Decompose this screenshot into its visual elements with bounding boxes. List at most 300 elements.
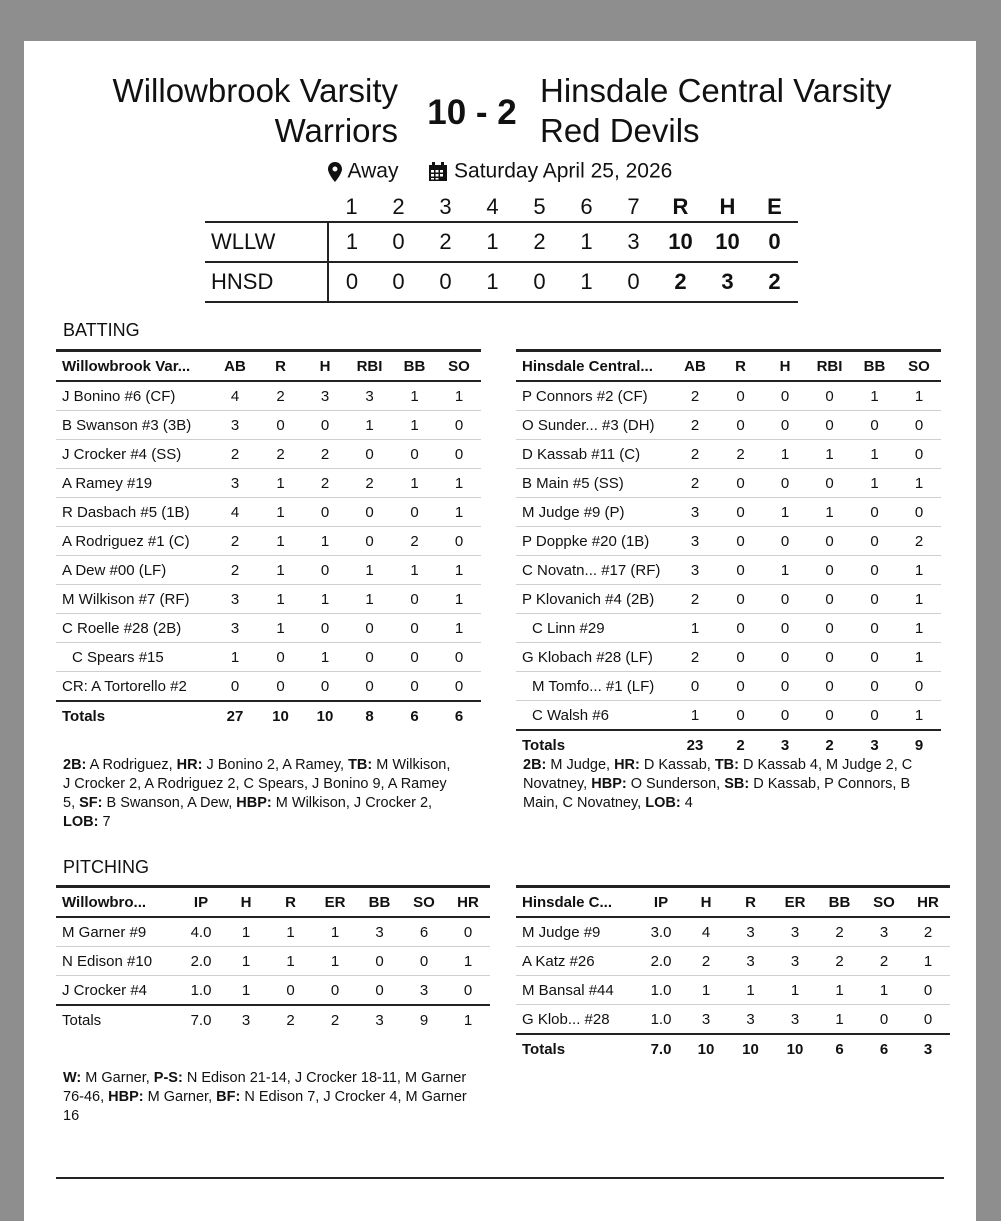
player-name: C Linn #29 bbox=[516, 614, 672, 643]
table-row bbox=[516, 498, 941, 527]
inning-score: 1 bbox=[563, 222, 610, 262]
pitching-table-away bbox=[56, 885, 490, 1034]
game-date: Saturday April 25, 2026 bbox=[454, 159, 673, 183]
stat-cell: 3 bbox=[672, 527, 718, 556]
stat-cell: 1 bbox=[258, 498, 303, 527]
stat-cell: 0 bbox=[763, 381, 807, 411]
stat-cell: 0 bbox=[347, 498, 392, 527]
total-hits: 3 bbox=[704, 262, 751, 302]
note-key: LOB: bbox=[63, 814, 99, 830]
stat-cell: 2 bbox=[212, 527, 258, 556]
note-key: HR: bbox=[614, 757, 640, 773]
note-value: 7 bbox=[98, 814, 111, 830]
total-cell: 2 bbox=[718, 730, 763, 759]
inning-5-header: 5 bbox=[533, 194, 546, 219]
stat-cell: 2 bbox=[718, 440, 763, 469]
stat-cell: 1 bbox=[268, 947, 313, 976]
stat-cell: 3 bbox=[303, 381, 347, 411]
final-score: 10 - 2 bbox=[427, 93, 517, 132]
stat-cell: 3 bbox=[347, 381, 392, 411]
stat-cell: 1 bbox=[763, 556, 807, 585]
stat-column-header: RBI bbox=[347, 351, 392, 382]
stat-cell: 1 bbox=[728, 976, 773, 1005]
inning-score: 0 bbox=[610, 262, 657, 302]
note-value: N Edison 21-14, J Crocker 18-11, M Garner 76-46, bbox=[63, 1070, 467, 1105]
inning-score: 0 bbox=[375, 222, 422, 262]
player-name: M Wilkison #7 (RF) bbox=[56, 585, 212, 614]
note-key: 2B: bbox=[63, 757, 87, 773]
stat-cell: 1 bbox=[392, 469, 437, 498]
note-value: M Wilkison, J Crocker 2, A Rodriguez 2, C Spears, J Bonino 9, A Ramey 5, bbox=[63, 757, 451, 811]
table-row bbox=[56, 672, 481, 702]
errors-header: E bbox=[767, 194, 782, 219]
stat-column-header: IP bbox=[638, 887, 684, 918]
player-name: G Klob... #28 bbox=[516, 1005, 638, 1035]
player-name: R Dasbach #5 (1B) bbox=[56, 498, 212, 527]
stat-cell: 1 bbox=[672, 614, 718, 643]
stat-cell: 0 bbox=[897, 672, 941, 701]
table-row bbox=[56, 498, 481, 527]
stat-cell: 1 bbox=[313, 917, 357, 947]
inning-1-header: 1 bbox=[345, 194, 358, 219]
table-row bbox=[516, 917, 950, 947]
player-name: J Crocker #4 bbox=[56, 976, 178, 1006]
table-header-row bbox=[516, 351, 941, 382]
stat-cell: 1 bbox=[347, 585, 392, 614]
stat-column-header: SO bbox=[897, 351, 941, 382]
stat-cell: 3 bbox=[672, 556, 718, 585]
stat-cell: 0 bbox=[718, 585, 763, 614]
player-name: D Kassab #11 (C) bbox=[516, 440, 672, 469]
note-key: SB: bbox=[724, 776, 750, 792]
total-cell: 3 bbox=[906, 1034, 950, 1063]
stat-cell: 3 bbox=[728, 917, 773, 947]
total-runs: 2 bbox=[657, 262, 704, 302]
stat-cell: 1.0 bbox=[638, 1005, 684, 1035]
stat-cell: 0 bbox=[852, 643, 897, 672]
stat-column-header: R bbox=[728, 887, 773, 918]
total-errors: 2 bbox=[751, 262, 798, 302]
table-row bbox=[516, 585, 941, 614]
batting-section-label: BATTING bbox=[63, 320, 140, 340]
note-value: 4 bbox=[680, 795, 693, 811]
stat-cell: 3 bbox=[402, 976, 446, 1006]
total-cell: 10 bbox=[303, 701, 347, 730]
total-cell: 10 bbox=[728, 1034, 773, 1063]
stat-cell: 0 bbox=[446, 917, 490, 947]
note-key: SF: bbox=[79, 795, 103, 811]
table-row bbox=[516, 947, 950, 976]
table-row bbox=[516, 527, 941, 556]
stat-cell: 1 bbox=[224, 947, 268, 976]
player-name: A Rodriguez #1 (C) bbox=[56, 527, 212, 556]
stat-cell: 1 bbox=[392, 556, 437, 585]
stat-cell: 0 bbox=[763, 701, 807, 731]
player-name: M Judge #9 bbox=[516, 917, 638, 947]
linescore-row-away bbox=[205, 222, 798, 262]
stat-cell: 2 bbox=[897, 527, 941, 556]
stat-cell: 0 bbox=[852, 498, 897, 527]
stat-column-header: H bbox=[303, 351, 347, 382]
stat-cell: 0 bbox=[437, 672, 481, 702]
stat-cell: 1 bbox=[897, 381, 941, 411]
stat-cell: 1 bbox=[763, 498, 807, 527]
inning-score: 0 bbox=[516, 262, 563, 302]
stat-column-header: HR bbox=[906, 887, 950, 918]
stat-cell: 0 bbox=[807, 701, 852, 731]
inning-score: 2 bbox=[516, 222, 563, 262]
team-column-header: Willowbro... bbox=[56, 887, 178, 918]
note-value: A Rodriguez, bbox=[86, 757, 177, 773]
pitching-section-label: PITCHING bbox=[63, 857, 150, 877]
stat-cell: 4.0 bbox=[178, 917, 224, 947]
stat-cell: 1 bbox=[817, 1005, 862, 1035]
player-name: M Judge #9 (P) bbox=[516, 498, 672, 527]
stat-column-header: AB bbox=[672, 351, 718, 382]
stat-cell: 0 bbox=[437, 643, 481, 672]
total-cell: 2 bbox=[268, 1005, 313, 1034]
stat-cell: 0 bbox=[807, 469, 852, 498]
stat-cell: 2 bbox=[258, 440, 303, 469]
stat-cell: 0 bbox=[718, 469, 763, 498]
stat-cell: 2 bbox=[672, 585, 718, 614]
stat-column-header: BB bbox=[852, 351, 897, 382]
stat-cell: 0 bbox=[807, 527, 852, 556]
table-header-row bbox=[516, 887, 950, 918]
stat-cell: 0 bbox=[347, 643, 392, 672]
linescore-table bbox=[205, 193, 798, 303]
stat-cell: 1 bbox=[852, 469, 897, 498]
stat-cell: 0 bbox=[303, 614, 347, 643]
stat-cell: 0 bbox=[763, 411, 807, 440]
stat-cell: 3 bbox=[773, 1005, 817, 1035]
player-name: C Spears #15 bbox=[56, 643, 212, 672]
stat-cell: 0 bbox=[906, 976, 950, 1005]
total-cell: 6 bbox=[437, 701, 481, 730]
stat-cell: 0 bbox=[763, 527, 807, 556]
table-row bbox=[56, 411, 481, 440]
stat-cell: 0 bbox=[718, 614, 763, 643]
calendar-icon bbox=[428, 159, 454, 182]
stat-cell: 1 bbox=[258, 585, 303, 614]
inning-score: 2 bbox=[422, 222, 469, 262]
stat-cell: 0 bbox=[807, 643, 852, 672]
stat-column-header: HR bbox=[446, 887, 490, 918]
bottom-divider bbox=[56, 1177, 944, 1179]
total-errors: 0 bbox=[751, 222, 798, 262]
stat-cell: 3.0 bbox=[638, 917, 684, 947]
table-row bbox=[56, 381, 481, 411]
stat-cell: 3 bbox=[357, 917, 402, 947]
total-hits: 10 bbox=[704, 222, 751, 262]
table-row bbox=[56, 440, 481, 469]
stat-cell: 1 bbox=[817, 976, 862, 1005]
stat-cell: 0 bbox=[718, 643, 763, 672]
table-row bbox=[516, 701, 941, 731]
stat-cell: 0 bbox=[347, 527, 392, 556]
inning-score: 1 bbox=[469, 262, 516, 302]
stat-column-header: SO bbox=[402, 887, 446, 918]
note-value: D Kassab, bbox=[639, 757, 715, 773]
stat-column-header: SO bbox=[437, 351, 481, 382]
totals-label: Totals bbox=[56, 701, 212, 730]
batting-table-away bbox=[56, 349, 481, 730]
stat-cell: 1 bbox=[763, 440, 807, 469]
stat-column-header: H bbox=[684, 887, 728, 918]
stat-cell: 0 bbox=[402, 947, 446, 976]
stat-cell: 0 bbox=[718, 411, 763, 440]
stat-cell: 1 bbox=[347, 556, 392, 585]
stat-cell: 1 bbox=[437, 614, 481, 643]
stat-cell: 0 bbox=[347, 614, 392, 643]
stat-cell: 0 bbox=[347, 672, 392, 702]
stat-column-header: R bbox=[718, 351, 763, 382]
stat-cell: 1 bbox=[303, 643, 347, 672]
stat-cell: 1 bbox=[773, 976, 817, 1005]
note-value: J Bonino 2, A Ramey, bbox=[202, 757, 349, 773]
stat-cell: 0 bbox=[392, 672, 437, 702]
totals-label: Totals bbox=[516, 730, 672, 759]
total-cell: 27 bbox=[212, 701, 258, 730]
player-name: A Katz #26 bbox=[516, 947, 638, 976]
inning-6-header: 6 bbox=[580, 194, 593, 219]
note-key: TB: bbox=[348, 757, 373, 773]
table-header-row bbox=[56, 887, 490, 918]
inning-score: 3 bbox=[610, 222, 657, 262]
stat-cell: 6 bbox=[402, 917, 446, 947]
stat-cell: 1 bbox=[258, 527, 303, 556]
stat-cell: 0 bbox=[313, 976, 357, 1006]
stat-cell: 3 bbox=[773, 917, 817, 947]
stat-cell: 1 bbox=[862, 976, 906, 1005]
home-team-school: Hinsdale Central Varsity bbox=[540, 72, 892, 109]
stat-cell: 1 bbox=[258, 556, 303, 585]
stat-cell: 1 bbox=[897, 643, 941, 672]
note-key: HR: bbox=[176, 757, 203, 773]
stat-cell: 1 bbox=[224, 917, 268, 947]
stat-cell: 2 bbox=[817, 947, 862, 976]
stat-cell: 0 bbox=[763, 643, 807, 672]
stat-cell: 0 bbox=[763, 469, 807, 498]
stat-cell: 0 bbox=[392, 614, 437, 643]
stat-cell: 1 bbox=[807, 440, 852, 469]
stat-cell: 0 bbox=[303, 672, 347, 702]
stat-cell: 2.0 bbox=[638, 947, 684, 976]
player-name: P Doppke #20 (1B) bbox=[516, 527, 672, 556]
stat-cell: 0 bbox=[357, 947, 402, 976]
stat-cell: 0 bbox=[212, 672, 258, 702]
stat-cell: 2 bbox=[684, 947, 728, 976]
note-value: M Judge, bbox=[546, 757, 615, 773]
total-cell: 23 bbox=[672, 730, 718, 759]
note-key: HBP: bbox=[236, 795, 272, 811]
stat-cell: 0 bbox=[258, 672, 303, 702]
stat-cell: 3 bbox=[728, 947, 773, 976]
stat-cell: 3 bbox=[862, 917, 906, 947]
total-cell: 10 bbox=[258, 701, 303, 730]
stat-cell: 1 bbox=[437, 469, 481, 498]
stat-cell: 0 bbox=[852, 527, 897, 556]
stat-cell: 0 bbox=[807, 556, 852, 585]
player-name: J Crocker #4 (SS) bbox=[56, 440, 212, 469]
inning-score: 0 bbox=[422, 262, 469, 302]
table-row bbox=[56, 469, 481, 498]
table-header-row bbox=[56, 351, 481, 382]
batting-table-home bbox=[516, 349, 941, 759]
stat-cell: 0 bbox=[392, 643, 437, 672]
table-row bbox=[516, 381, 941, 411]
stat-cell: 1 bbox=[258, 469, 303, 498]
stat-cell: 0 bbox=[807, 381, 852, 411]
stat-cell: 0 bbox=[897, 411, 941, 440]
pitching-table-home bbox=[516, 885, 950, 1063]
player-name: C Novatn... #17 (RF) bbox=[516, 556, 672, 585]
total-cell: 1 bbox=[446, 1005, 490, 1034]
map-pin-icon bbox=[328, 159, 348, 182]
stat-cell: 1 bbox=[897, 556, 941, 585]
player-name: C Walsh #6 bbox=[516, 701, 672, 731]
team-column-header: Hinsdale Central... bbox=[516, 351, 672, 382]
player-name: G Klobach #28 (LF) bbox=[516, 643, 672, 672]
totals-label: Totals bbox=[516, 1034, 638, 1063]
total-cell: 8 bbox=[347, 701, 392, 730]
stat-cell: 2 bbox=[672, 411, 718, 440]
stat-cell: 0 bbox=[347, 440, 392, 469]
note-value: N Edison 7, J Crocker 4, M Garner 16 bbox=[63, 1089, 467, 1124]
runs-header: R bbox=[672, 194, 689, 219]
player-name: C Roelle #28 (2B) bbox=[56, 614, 212, 643]
totals-row bbox=[516, 730, 941, 759]
table-row bbox=[516, 672, 941, 701]
stat-column-header: BB bbox=[357, 887, 402, 918]
stat-cell: 1.0 bbox=[638, 976, 684, 1005]
player-name: A Dew #00 (LF) bbox=[56, 556, 212, 585]
total-cell: 10 bbox=[773, 1034, 817, 1063]
stat-cell: 2.0 bbox=[178, 947, 224, 976]
table-row bbox=[516, 643, 941, 672]
stat-cell: 1 bbox=[446, 947, 490, 976]
stat-column-header: IP bbox=[178, 887, 224, 918]
note-value: D Kassab 4, M Judge 2, C Novatney, bbox=[523, 757, 913, 792]
total-cell: 6 bbox=[817, 1034, 862, 1063]
batting-notes-away bbox=[63, 756, 453, 832]
table-row bbox=[516, 1005, 950, 1035]
stat-cell: 2 bbox=[212, 440, 258, 469]
stat-cell: 0 bbox=[763, 585, 807, 614]
note-value: M Wilkison, J Crocker 2, bbox=[271, 795, 433, 811]
home-team-name bbox=[540, 71, 960, 151]
stat-cell: 1 bbox=[303, 585, 347, 614]
stat-cell: 0 bbox=[906, 1005, 950, 1035]
stat-cell: 1 bbox=[392, 381, 437, 411]
stat-cell: 0 bbox=[763, 614, 807, 643]
stat-cell: 1 bbox=[807, 498, 852, 527]
linescore-row-home bbox=[205, 262, 798, 302]
stat-cell: 0 bbox=[807, 614, 852, 643]
stat-cell: 3 bbox=[212, 411, 258, 440]
stat-column-header: AB bbox=[212, 351, 258, 382]
total-cell: 3 bbox=[763, 730, 807, 759]
stat-column-header: R bbox=[268, 887, 313, 918]
stat-column-header: ER bbox=[313, 887, 357, 918]
linescore-team: WLLW bbox=[205, 222, 328, 262]
player-name: M Bansal #44 bbox=[516, 976, 638, 1005]
stat-cell: 0 bbox=[852, 585, 897, 614]
stat-cell: 0 bbox=[852, 701, 897, 731]
player-name: B Main #5 (SS) bbox=[516, 469, 672, 498]
stat-cell: 0 bbox=[718, 381, 763, 411]
stat-cell: 0 bbox=[437, 440, 481, 469]
game-meta bbox=[24, 159, 976, 183]
player-name: P Klovanich #4 (2B) bbox=[516, 585, 672, 614]
stat-cell: 1.0 bbox=[178, 976, 224, 1006]
stat-cell: 0 bbox=[897, 440, 941, 469]
stat-cell: 2 bbox=[862, 947, 906, 976]
total-cell: 6 bbox=[392, 701, 437, 730]
player-name: J Bonino #6 (CF) bbox=[56, 381, 212, 411]
stat-cell: 1 bbox=[268, 917, 313, 947]
stat-cell: 0 bbox=[718, 556, 763, 585]
stat-cell: 0 bbox=[718, 498, 763, 527]
box-score-page bbox=[24, 41, 976, 1221]
stat-column-header: BB bbox=[817, 887, 862, 918]
stat-cell: 0 bbox=[392, 585, 437, 614]
stat-cell: 2 bbox=[906, 917, 950, 947]
table-row bbox=[56, 556, 481, 585]
stat-cell: 3 bbox=[212, 585, 258, 614]
pitching-notes-away bbox=[63, 1069, 483, 1126]
total-cell: 3 bbox=[357, 1005, 402, 1034]
total-cell: 10 bbox=[684, 1034, 728, 1063]
total-cell: 7.0 bbox=[638, 1034, 684, 1063]
stat-cell: 1 bbox=[392, 411, 437, 440]
away-team-name bbox=[38, 71, 398, 151]
away-team-mascot: Warriors bbox=[274, 112, 398, 149]
stat-cell: 1 bbox=[437, 556, 481, 585]
stat-cell: 0 bbox=[807, 672, 852, 701]
stat-cell: 3 bbox=[672, 498, 718, 527]
stat-cell: 2 bbox=[672, 643, 718, 672]
table-row bbox=[56, 614, 481, 643]
stat-cell: 1 bbox=[437, 498, 481, 527]
stat-column-header: BB bbox=[392, 351, 437, 382]
player-name: CR: A Tortorello #2 bbox=[56, 672, 212, 702]
stat-cell: 0 bbox=[258, 411, 303, 440]
stat-cell: 1 bbox=[684, 976, 728, 1005]
stat-cell: 0 bbox=[852, 614, 897, 643]
stat-cell: 3 bbox=[773, 947, 817, 976]
stat-cell: 2 bbox=[347, 469, 392, 498]
inning-2-header: 2 bbox=[392, 194, 405, 219]
total-cell: 3 bbox=[224, 1005, 268, 1034]
stat-cell: 0 bbox=[718, 701, 763, 731]
stat-cell: 2 bbox=[258, 381, 303, 411]
stat-cell: 0 bbox=[446, 976, 490, 1006]
stat-column-header: H bbox=[224, 887, 268, 918]
total-cell: 7.0 bbox=[178, 1005, 224, 1034]
inning-7-header: 7 bbox=[627, 194, 640, 219]
stat-cell: 0 bbox=[897, 498, 941, 527]
note-value: O Sunderson, bbox=[626, 776, 725, 792]
stat-column-header: SO bbox=[862, 887, 906, 918]
stat-cell: 0 bbox=[268, 976, 313, 1006]
stat-cell: 1 bbox=[258, 614, 303, 643]
linescore-team: HNSD bbox=[205, 262, 328, 302]
stat-cell: 0 bbox=[357, 976, 402, 1006]
table-row bbox=[516, 614, 941, 643]
stat-cell: 1 bbox=[212, 643, 258, 672]
stat-cell: 2 bbox=[672, 469, 718, 498]
